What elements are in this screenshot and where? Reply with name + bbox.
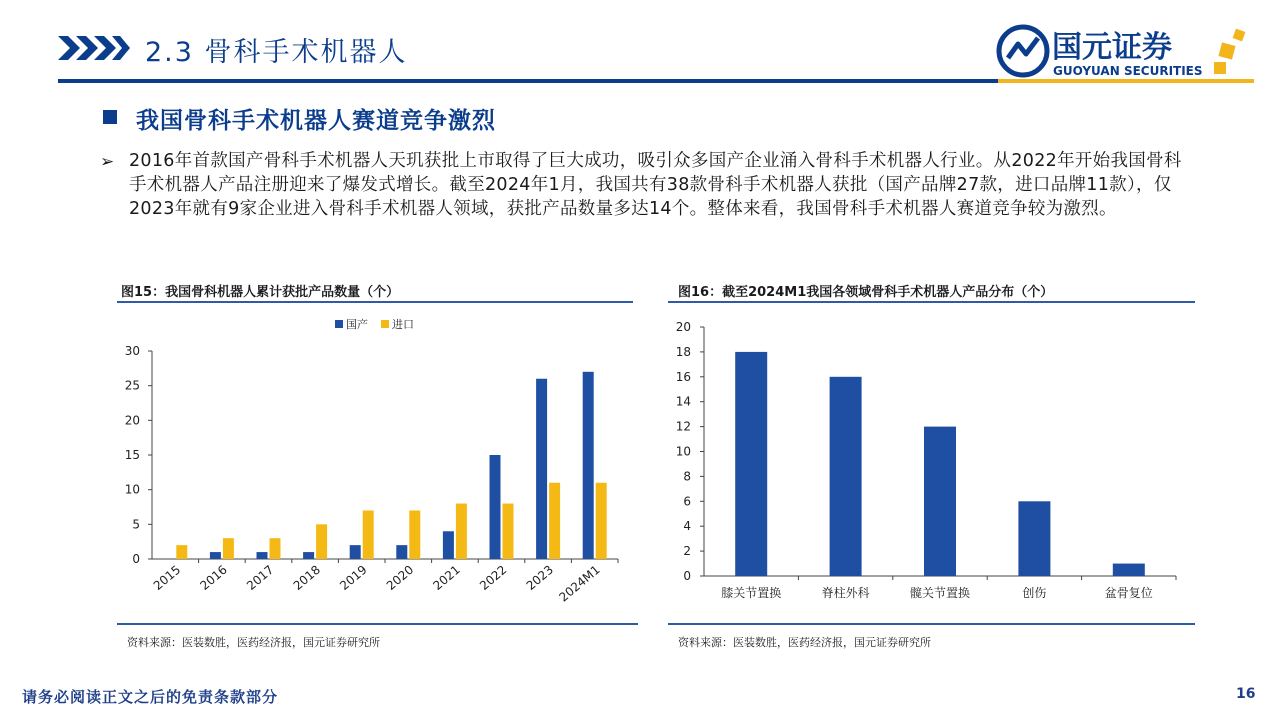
- bar-import: [596, 483, 607, 559]
- legend-label: 国产: [346, 318, 368, 331]
- bar: [924, 427, 956, 576]
- x-tick-label: 脊柱外科: [821, 586, 870, 600]
- sub-heading: 我国骨科手术机器人赛道竞争激烈: [136, 108, 496, 134]
- bar-domestic: [257, 552, 268, 559]
- y-tick-label: 8: [683, 469, 691, 484]
- x-tick-label: 2021: [430, 562, 463, 593]
- y-tick-label: 6: [683, 494, 691, 509]
- bar-domestic: [490, 455, 501, 559]
- x-tick-label: 创伤: [1022, 586, 1047, 600]
- figure-16-bottom-rule: [668, 623, 1195, 625]
- figure-16-top-rule: [668, 301, 1195, 303]
- bar-import: [409, 510, 420, 559]
- bar: [1113, 564, 1145, 576]
- bar-import: [270, 538, 281, 559]
- bar-domestic: [443, 531, 454, 559]
- x-tick-label: 2016: [197, 562, 230, 593]
- bar-import: [316, 524, 327, 559]
- x-tick-label: 2024M1: [556, 562, 603, 605]
- x-tick-label: 盆骨复位: [1104, 586, 1153, 600]
- bar-import: [223, 538, 234, 559]
- bar-import: [456, 504, 467, 559]
- x-tick-label: 髋关节置换: [909, 586, 971, 600]
- figure-16-source: 资料来源：医装数胜，医药经济报，国元证券研究所: [678, 636, 931, 649]
- bar: [1018, 501, 1050, 576]
- figure-16-chart: [668, 305, 1195, 623]
- disclaimer-note: 请务必阅读正文之后的免责条款部分: [22, 688, 279, 706]
- y-tick-label: 10: [124, 482, 140, 497]
- x-tick-label: 膝关节置换: [721, 586, 782, 600]
- bar-domestic: [583, 372, 594, 559]
- section-title: 2.3 骨科手术机器人: [145, 37, 408, 68]
- bar-domestic: [210, 552, 221, 559]
- header-rule-accent: [998, 79, 1254, 83]
- bar-domestic: [536, 379, 547, 559]
- y-tick-label: 14: [675, 394, 691, 409]
- bar: [735, 352, 767, 576]
- y-tick-label: 16: [675, 369, 691, 384]
- square-bullet-icon: [103, 110, 117, 124]
- bar-domestic: [303, 552, 314, 559]
- figure-15-source: 资料来源：医装数胜，医药经济报，国元证券研究所: [127, 636, 380, 649]
- legend-swatch: [335, 320, 343, 328]
- x-tick-label: 2020: [383, 562, 417, 593]
- figure-16-caption: 图16：截至2024M1我国各领域骨科手术机器人产品分布（个）: [678, 285, 1054, 300]
- legend-swatch: [381, 320, 389, 328]
- bar-import: [549, 483, 560, 559]
- y-tick-label: 5: [132, 517, 140, 532]
- y-tick-label: 0: [132, 552, 140, 566]
- figure-15-top-rule: [117, 301, 633, 303]
- figure-15-caption: 图15：我国骨科机器人累计获批产品数量（个）: [121, 285, 400, 300]
- y-tick-label: 20: [124, 413, 140, 428]
- x-tick-label: 2015: [150, 562, 184, 593]
- logo-en-text: GUOYUAN SECURITIES: [1053, 64, 1203, 78]
- y-tick-label: 10: [675, 444, 691, 459]
- legend-label: 进口: [392, 318, 414, 331]
- y-tick-label: 4: [683, 519, 691, 534]
- x-tick-label: 2019: [337, 562, 370, 593]
- x-tick-label: 2017: [244, 562, 277, 593]
- figure-15-chart: [117, 305, 639, 623]
- bar-import: [363, 510, 374, 559]
- guoyuan-logo: [996, 24, 1258, 80]
- page-number: 16: [1236, 686, 1256, 702]
- bar-domestic: [396, 545, 407, 559]
- bar: [830, 377, 862, 576]
- y-tick-label: 18: [675, 344, 691, 359]
- header-rule: [58, 79, 998, 83]
- x-tick-label: 2018: [290, 562, 324, 593]
- bar-import: [503, 504, 514, 559]
- y-tick-label: 0: [683, 569, 691, 583]
- x-tick-label: 2022: [477, 562, 510, 593]
- y-tick-label: 25: [124, 378, 140, 393]
- y-tick-label: 15: [124, 448, 140, 462]
- y-tick-label: 2: [683, 544, 691, 559]
- y-tick-label: 20: [675, 320, 691, 334]
- bar-domestic: [350, 545, 361, 559]
- bar-import: [176, 545, 187, 559]
- chevron-arrows-icon: [58, 34, 130, 62]
- y-tick-label: 30: [124, 344, 140, 358]
- body-paragraph: 2016年首款国产骨科手术机器人天玑获批上市取得了巨大成功，吸引众多国产企业涌入骨科手术机器人行业。从2022年开始我国骨科手术机器人产品注册迎来了爆发式增长。截至2024年1月，我国共有38款骨科手术机器人获批（国产品牌27款，进口品牌11款），仅2023年就有9家企业进入骨科手术机器人领域，获批产品数量多达14个。整体来看，我国骨科手术机器人赛道竞争较为激烈。: [129, 151, 1182, 219]
- figure-15-bottom-rule: [117, 623, 638, 625]
- x-tick-label: 2023: [523, 562, 557, 593]
- y-tick-label: 12: [675, 419, 691, 434]
- arrow-bullet-icon: ➢: [100, 152, 115, 172]
- logo-cn-text: 国元证券: [1052, 30, 1172, 65]
